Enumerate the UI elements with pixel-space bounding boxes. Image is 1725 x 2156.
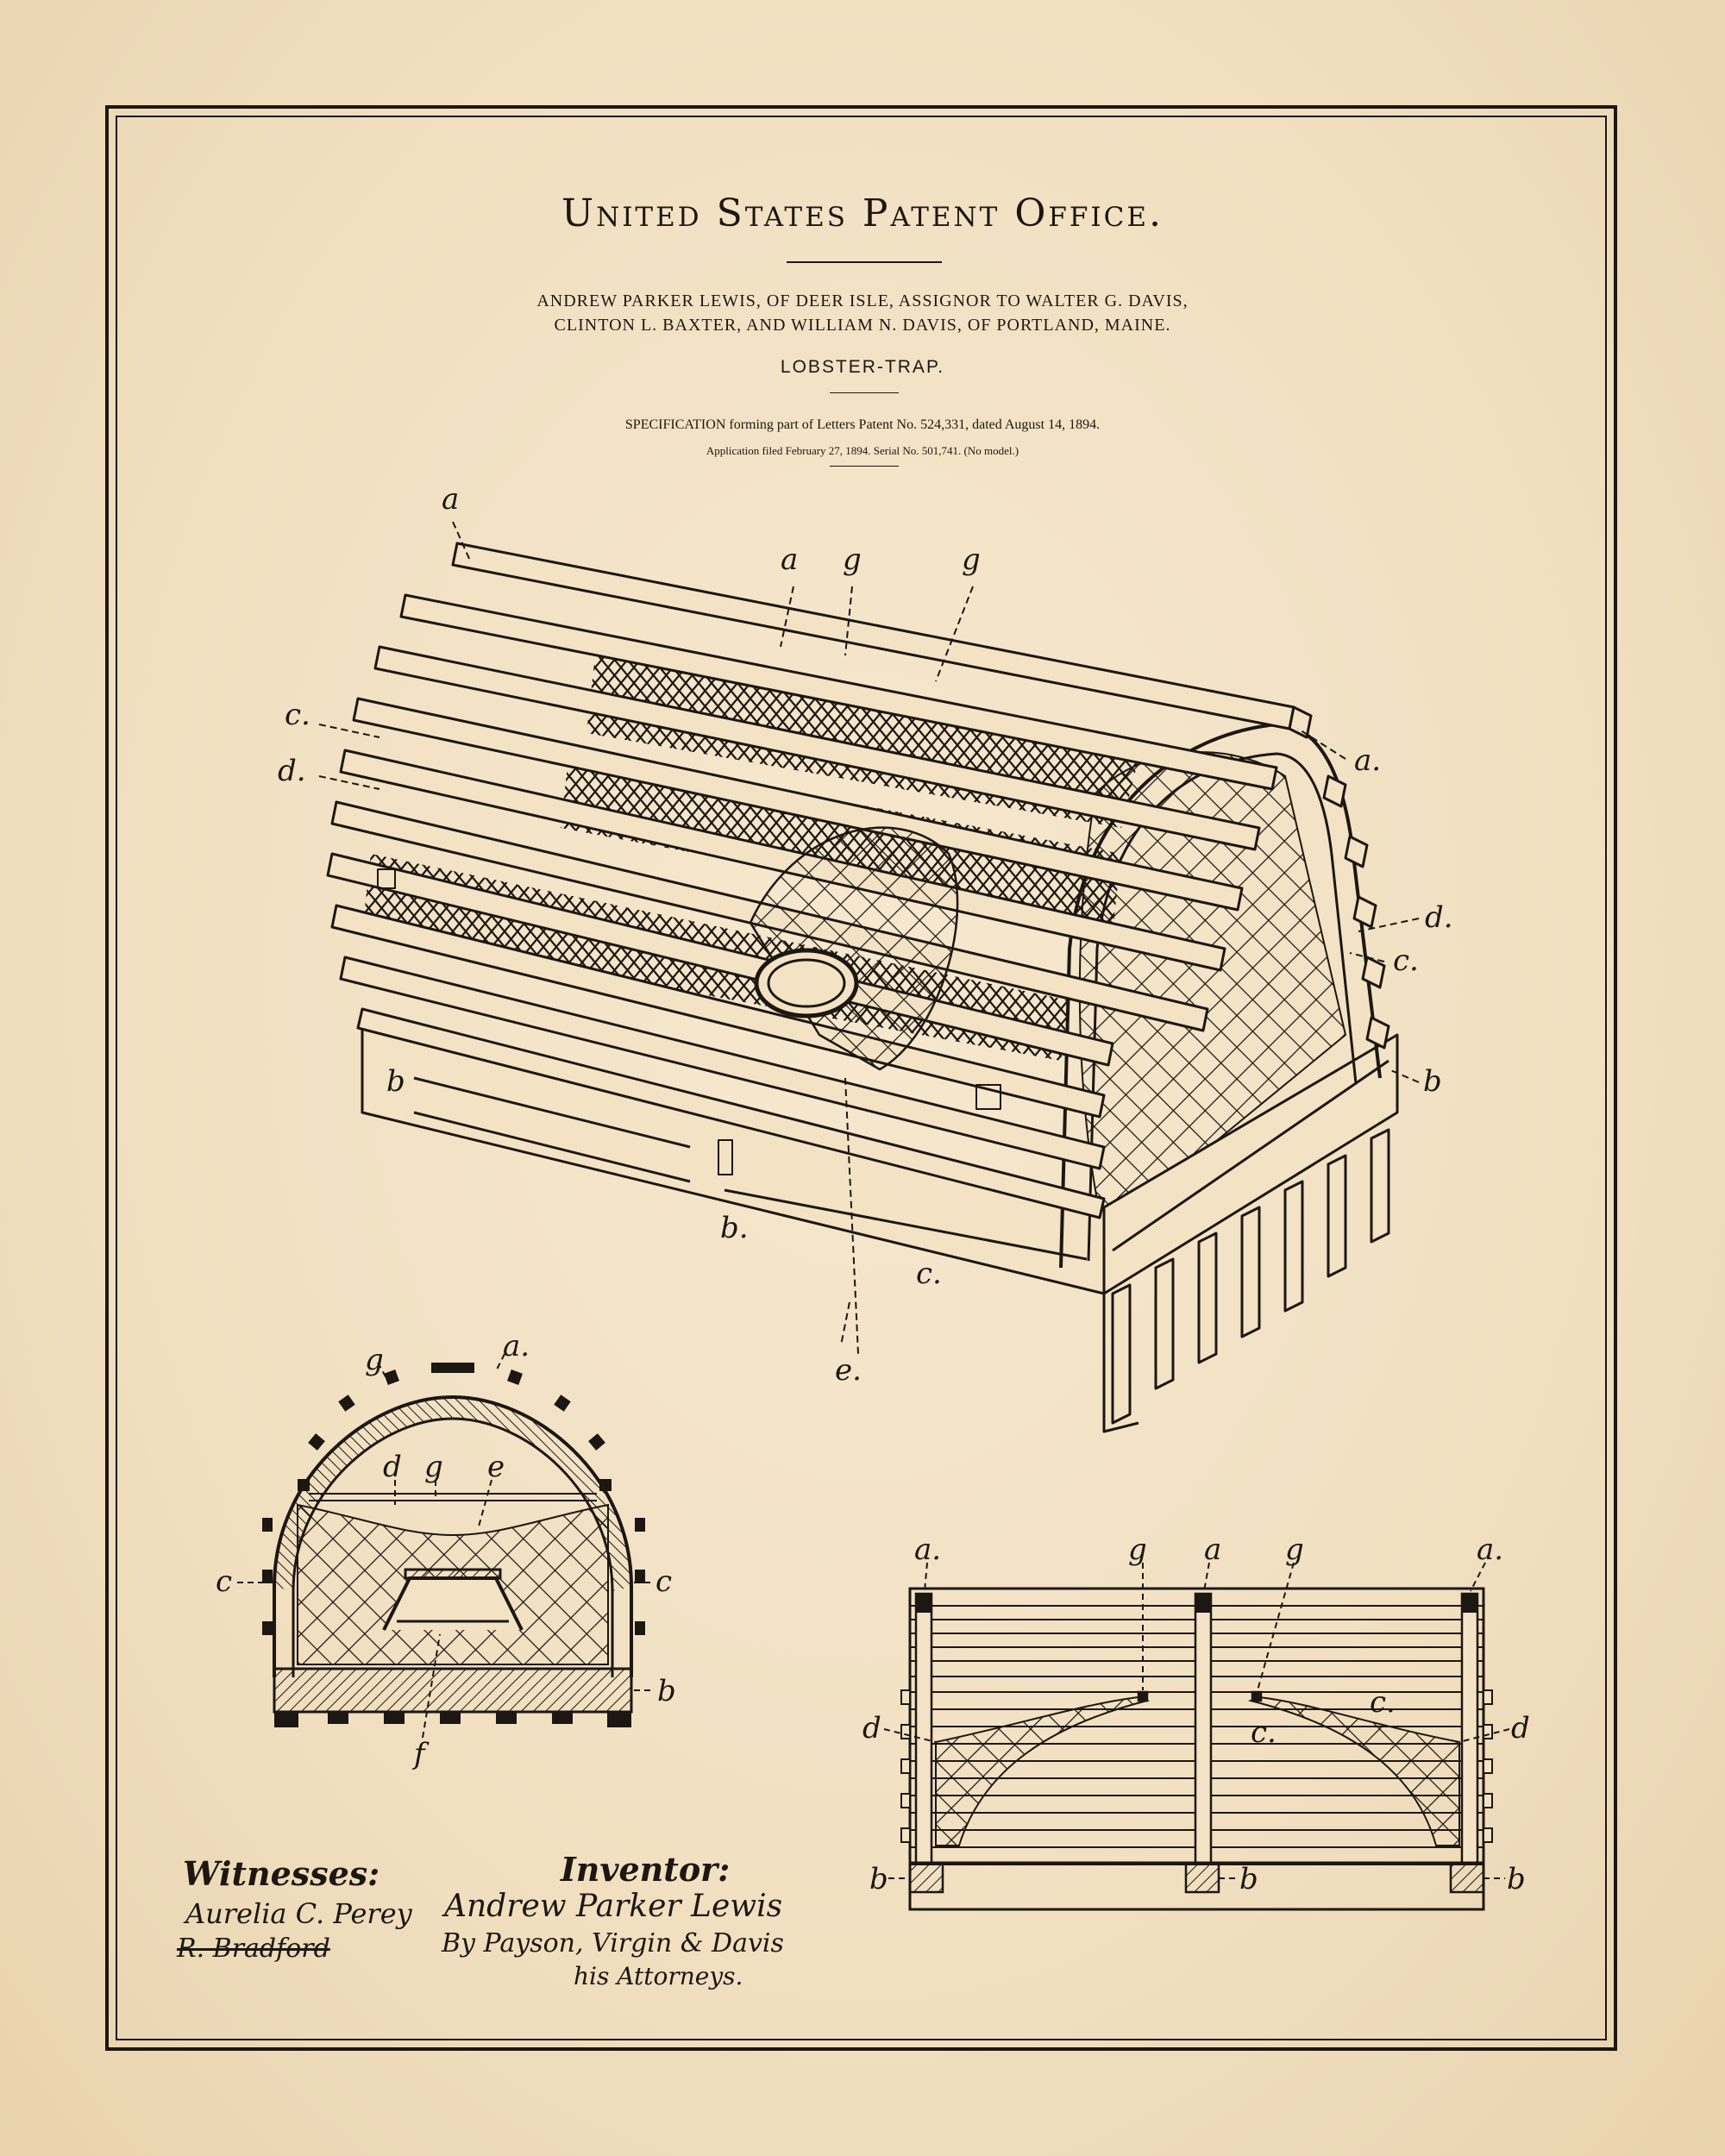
label-d-fig3-left: d — [862, 1711, 881, 1745]
label-b-fig2: b — [657, 1674, 676, 1708]
figure-1-perspective — [328, 543, 1397, 1432]
parties-line-2: CLINTON L. BAXTER, AND WILLIAM N. DAVIS, OF PORTLAND, MAINE. — [554, 316, 1171, 335]
label-g-fig3-right: g — [1285, 1532, 1304, 1567]
label-a-top: a — [442, 482, 460, 517]
label-c-left-fig2: c — [216, 1564, 233, 1599]
attorneys-signature: By Payson, Virgin & Davis — [442, 1928, 784, 1959]
section-crossbar — [309, 1494, 597, 1501]
label-g-fig3-left: g — [1128, 1532, 1147, 1567]
label-f-fig2: f — [414, 1737, 425, 1771]
upright-cap-left — [916, 1594, 932, 1613]
label-c-left: c. — [285, 698, 310, 732]
parties-line-1: ANDREW PARKER LEWIS, OF DEER ISLE, ASSIGNOR TO WALTER G. DAVIS, — [536, 291, 1189, 310]
label-b-right: b — [1423, 1064, 1442, 1099]
rod-end-left — [1138, 1692, 1147, 1701]
label-c-right-fig2: c — [656, 1564, 673, 1599]
attorneys-suffix: his Attorneys. — [574, 1962, 743, 1990]
label-e-dot: e. — [835, 1353, 862, 1388]
base-block-middle — [1186, 1863, 1219, 1892]
label-a-fig3-left: a. — [914, 1532, 942, 1567]
upright-right — [1462, 1594, 1477, 1863]
label-b-fig3-right: b — [1507, 1862, 1526, 1896]
label-b-fig3-left: b — [869, 1862, 888, 1896]
upright-cap-middle — [1195, 1594, 1211, 1613]
label-a-mid: a — [781, 542, 799, 577]
label-d-fig3-right: d — [1511, 1711, 1530, 1745]
label-a-dot-right: a. — [1354, 743, 1382, 778]
label-c-fig3: c. — [1370, 1685, 1396, 1720]
figure-3-elevation — [901, 1589, 1492, 1909]
base-block-right — [1451, 1863, 1484, 1892]
witnesses-heading: Witnesses: — [183, 1854, 380, 1893]
specification-line: SPECIFICATION forming part of Letters Patent No. 524,331, dated August 14, 1894. — [624, 417, 1101, 432]
label-c2-fig3: c. — [1251, 1715, 1276, 1750]
figure-2-section — [262, 1363, 645, 1727]
label-c-right: c. — [1393, 943, 1419, 978]
label-b-left: b — [386, 1064, 405, 1099]
label-a-fig3-right: a. — [1477, 1532, 1504, 1567]
inventor-heading: Inventor: — [561, 1850, 731, 1889]
label-b-dot-front: b. — [720, 1211, 749, 1245]
elevation-net-right — [1251, 1697, 1459, 1846]
section-funnel-ring — [405, 1570, 500, 1578]
label-a-fig3-mid: a — [1204, 1532, 1222, 1567]
section-feet — [274, 1712, 631, 1727]
label-a-fig2: a. — [503, 1329, 530, 1363]
label-g-mid: g — [843, 542, 862, 577]
witness-2-signature: R. Bradford — [177, 1934, 330, 1964]
label-e-fig2: e — [487, 1450, 505, 1484]
application-line: Application filed February 27, 1894. Serial No. 501,741. (No model.) — [706, 444, 1019, 457]
label-g2-fig2: g — [424, 1450, 443, 1484]
rod-end-right — [1252, 1692, 1261, 1701]
label-d-left: d. — [278, 754, 306, 788]
elevation-net-left — [936, 1697, 1147, 1846]
label-c-dot-base: c. — [916, 1257, 942, 1291]
label-g-fig2: g — [365, 1343, 384, 1377]
label-d-fig2: d — [383, 1450, 402, 1484]
upright-middle — [1195, 1594, 1211, 1863]
label-b-fig3-mid: b — [1239, 1862, 1258, 1896]
base-block-left — [910, 1863, 943, 1892]
upright-cap-right — [1462, 1594, 1477, 1613]
inventor-signature: Andrew Parker Lewis — [444, 1889, 783, 1924]
section-floor — [274, 1669, 631, 1712]
label-d-right: d. — [1425, 900, 1453, 935]
label-g-right: g — [962, 542, 981, 577]
upright-left — [916, 1594, 932, 1863]
invention-title: LOBSTER-TRAP. — [780, 357, 945, 377]
witness-1-signature: Aurelia C. Perey — [185, 1897, 412, 1930]
office-title: United States Patent Office. — [561, 191, 1164, 235]
